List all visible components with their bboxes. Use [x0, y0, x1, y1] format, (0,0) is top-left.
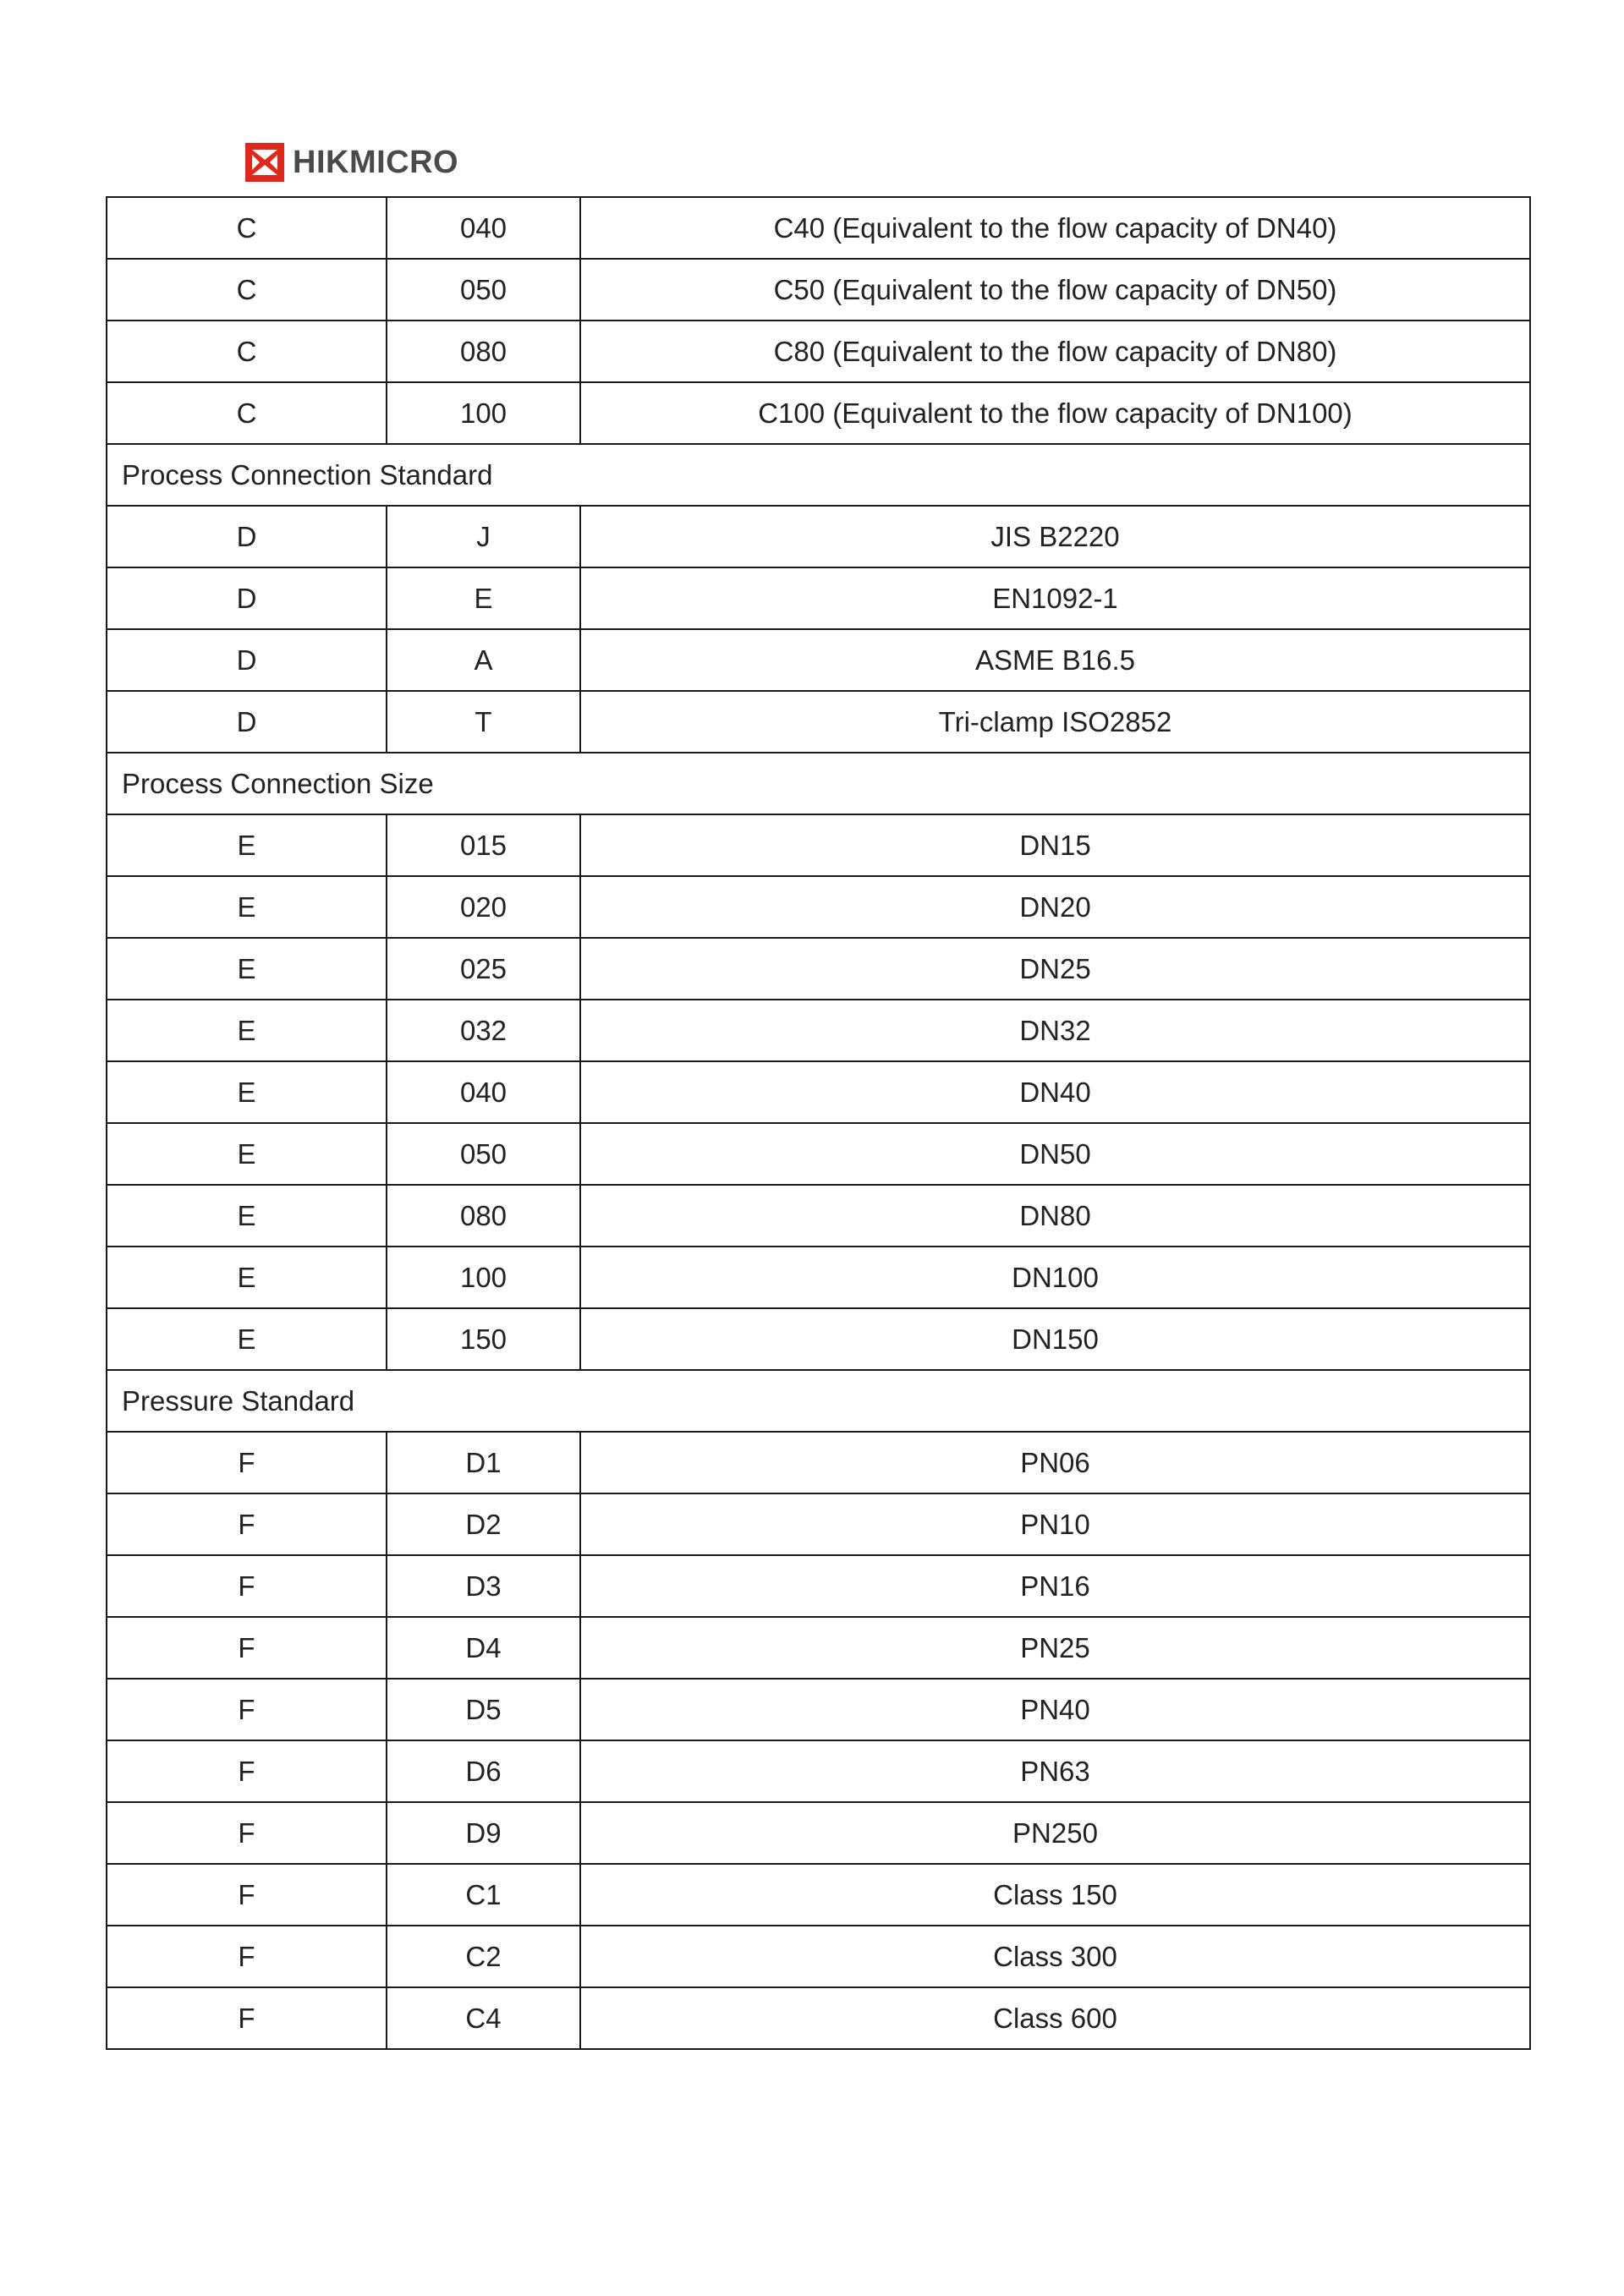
description-cell: Class 150: [580, 1864, 1530, 1926]
code-position-cell: E: [107, 1308, 387, 1370]
table-row: [107, 814, 1530, 876]
code-position-cell: E: [107, 938, 387, 1000]
description-cell: DN40: [580, 1061, 1530, 1123]
code-position-cell: C: [107, 321, 387, 382]
code-value-cell: 080: [387, 1185, 580, 1247]
code-value-cell: 040: [387, 197, 580, 259]
code-value-cell: 100: [387, 382, 580, 444]
code-position-cell: D: [107, 629, 387, 691]
description-cell: DN25: [580, 938, 1530, 1000]
table-row: [107, 382, 1530, 444]
code-position-cell: D: [107, 691, 387, 753]
description-cell: PN63: [580, 1740, 1530, 1802]
code-position-cell: F: [107, 1802, 387, 1864]
code-position-cell: F: [107, 1493, 387, 1555]
table-row: [107, 1185, 1530, 1247]
description-cell: DN50: [580, 1123, 1530, 1185]
table-row: [107, 1432, 1530, 1493]
code-value-cell: D1: [387, 1432, 580, 1493]
code-position-cell: F: [107, 1617, 387, 1679]
code-position-cell: C: [107, 259, 387, 321]
code-value-cell: 025: [387, 938, 580, 1000]
table-row: [107, 1061, 1530, 1123]
table-row: [107, 1802, 1530, 1864]
description-cell: JIS B2220: [580, 506, 1530, 567]
brand-name: HIKMICRO: [293, 144, 459, 180]
description-cell: Tri-clamp ISO2852: [580, 691, 1530, 753]
code-position-cell: D: [107, 567, 387, 629]
description-cell: DN32: [580, 1000, 1530, 1061]
table-row: [107, 1000, 1530, 1061]
table-row: [107, 1864, 1530, 1926]
section-header-row: [107, 1370, 1530, 1432]
code-position-cell: E: [107, 1185, 387, 1247]
code-value-cell: J: [387, 506, 580, 567]
table-row: [107, 1926, 1530, 1987]
section-header: Process Connection Size: [107, 753, 1530, 814]
description-cell: PN10: [580, 1493, 1530, 1555]
description-cell: DN80: [580, 1185, 1530, 1247]
code-position-cell: C: [107, 197, 387, 259]
table-row: [107, 629, 1530, 691]
section-header: Pressure Standard: [107, 1370, 1530, 1432]
table-row: [107, 1123, 1530, 1185]
description-cell: C40 (Equivalent to the flow capacity of DN40): [580, 197, 1530, 259]
table-row: [107, 567, 1530, 629]
code-value-cell: C2: [387, 1926, 580, 1987]
code-value-cell: 050: [387, 259, 580, 321]
description-cell: EN1092-1: [580, 567, 1530, 629]
description-cell: PN250: [580, 1802, 1530, 1864]
code-value-cell: D2: [387, 1493, 580, 1555]
table-row: [107, 876, 1530, 938]
code-position-cell: E: [107, 814, 387, 876]
code-position-cell: F: [107, 1740, 387, 1802]
description-cell: ASME B16.5: [580, 629, 1530, 691]
description-cell: DN15: [580, 814, 1530, 876]
table-row: [107, 938, 1530, 1000]
table-row: [107, 1740, 1530, 1802]
code-position-cell: E: [107, 1000, 387, 1061]
description-cell: Class 300: [580, 1926, 1530, 1987]
description-cell: DN20: [580, 876, 1530, 938]
code-position-cell: E: [107, 876, 387, 938]
code-position-cell: F: [107, 1864, 387, 1926]
description-cell: PN16: [580, 1555, 1530, 1617]
brand-logo: [245, 142, 458, 183]
table-row: [107, 1617, 1530, 1679]
code-value-cell: T: [387, 691, 580, 753]
table-row: [107, 1493, 1530, 1555]
description-cell: C100 (Equivalent to the flow capacity of DN100): [580, 382, 1530, 444]
description-cell: PN40: [580, 1679, 1530, 1740]
code-value-cell: D5: [387, 1679, 580, 1740]
table-row: [107, 1987, 1530, 2049]
description-cell: Class 600: [580, 1987, 1530, 2049]
code-position-cell: F: [107, 1987, 387, 2049]
code-value-cell: 080: [387, 321, 580, 382]
table-row: [107, 197, 1530, 259]
table-row: [107, 259, 1530, 321]
code-value-cell: 020: [387, 876, 580, 938]
code-position-cell: F: [107, 1432, 387, 1493]
code-position-cell: E: [107, 1123, 387, 1185]
code-value-cell: 100: [387, 1247, 580, 1308]
code-value-cell: 040: [387, 1061, 580, 1123]
code-position-cell: F: [107, 1926, 387, 1987]
code-value-cell: D4: [387, 1617, 580, 1679]
model-code-table: [106, 196, 1531, 2050]
description-cell: PN06: [580, 1432, 1530, 1493]
code-value-cell: C4: [387, 1987, 580, 2049]
code-value-cell: A: [387, 629, 580, 691]
description-cell: DN150: [580, 1308, 1530, 1370]
description-cell: C50 (Equivalent to the flow capacity of DN50): [580, 259, 1530, 321]
description-cell: PN25: [580, 1617, 1530, 1679]
code-position-cell: E: [107, 1061, 387, 1123]
model-code-table-body: [107, 197, 1530, 2049]
description-cell: DN100: [580, 1247, 1530, 1308]
code-value-cell: D9: [387, 1802, 580, 1864]
table-row: [107, 506, 1530, 567]
section-header-row: [107, 444, 1530, 506]
code-value-cell: 150: [387, 1308, 580, 1370]
code-value-cell: D3: [387, 1555, 580, 1617]
code-position-cell: E: [107, 1247, 387, 1308]
section-header: Process Connection Standard: [107, 444, 1530, 506]
code-position-cell: C: [107, 382, 387, 444]
code-value-cell: 032: [387, 1000, 580, 1061]
table-row: [107, 321, 1530, 382]
table-row: [107, 1308, 1530, 1370]
table-row: [107, 1247, 1530, 1308]
hikmicro-logo-icon: [245, 143, 284, 182]
table-row: [107, 1555, 1530, 1617]
code-position-cell: F: [107, 1679, 387, 1740]
table-row: [107, 691, 1530, 753]
table-row: [107, 1679, 1530, 1740]
code-value-cell: E: [387, 567, 580, 629]
code-value-cell: C1: [387, 1864, 580, 1926]
section-header-row: [107, 753, 1530, 814]
code-value-cell: 050: [387, 1123, 580, 1185]
code-position-cell: F: [107, 1555, 387, 1617]
description-cell: C80 (Equivalent to the flow capacity of DN80): [580, 321, 1530, 382]
code-value-cell: 015: [387, 814, 580, 876]
code-value-cell: D6: [387, 1740, 580, 1802]
code-position-cell: D: [107, 506, 387, 567]
